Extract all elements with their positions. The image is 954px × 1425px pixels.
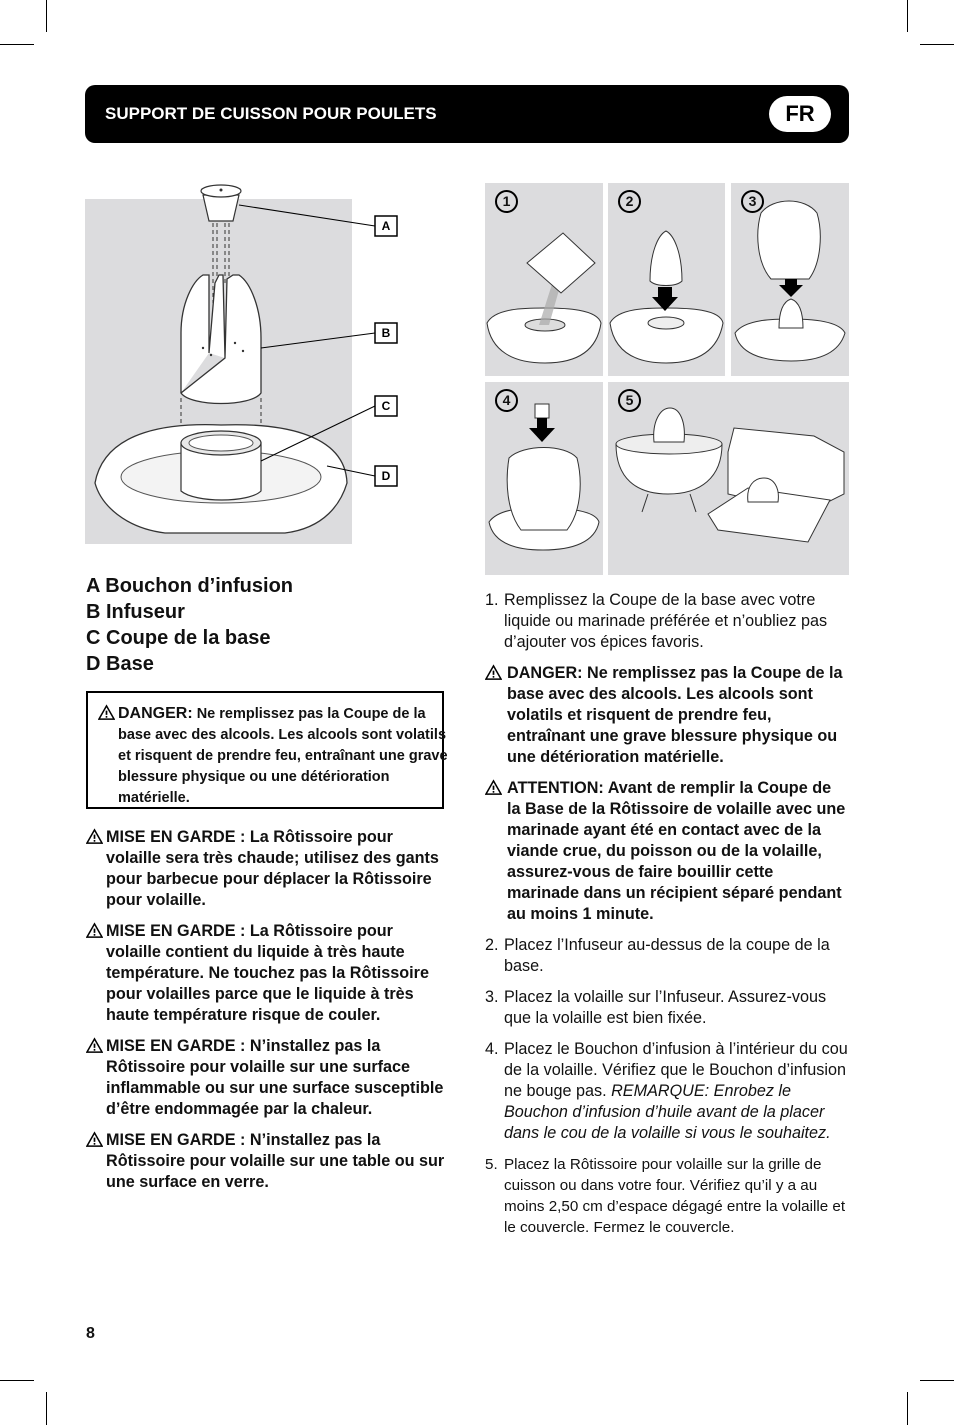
- warning-item: [86, 1130, 446, 1193]
- warning-triangle-icon: [86, 1037, 103, 1054]
- warning-text: ATTENTION: Avant de remplir la Coupe de la Base de la Rôtissoire de volaille avec une marinade ayant été en contact avec de la viande crue, du poisson ou de la volaille, assurez-vous de faire bouillir cette marinade dans un récipient séparé pendant au moins 1 minute.: [507, 779, 846, 923]
- step-text: Placez le Bouchon d’infusion à l’intérieur du cou de la volaille. Vérifiez que le Bouchon d’infusion ne bouge pas.: [504, 1040, 848, 1100]
- warning-triangle-icon: [485, 779, 502, 796]
- warning-text: MISE EN GARDE : La Rôtissoire pour volaille sera très chaude; utilisez des gants pour barbecue pour déplacer la Rôtissoire pour volaille.: [106, 828, 439, 909]
- step-number: 2.: [485, 936, 499, 954]
- warning-triangle-icon: [485, 664, 502, 681]
- step-panel-2: [608, 183, 725, 376]
- instructions-column: [485, 590, 849, 1248]
- step-panel-3: [731, 183, 849, 376]
- callout-d: D: [381, 469, 391, 483]
- instruction-step: [485, 1039, 849, 1144]
- instruction-step: [485, 590, 849, 653]
- page-number: 8: [86, 1325, 95, 1342]
- warning-text: MISE EN GARDE : La Rôtissoire pour volaille contient du liquide à très haute température. Ne touchez pas la Rôtissoire pour volailles parce que le liquide à très haute température risque de couler.: [106, 922, 429, 1024]
- language-badge: FR: [769, 96, 831, 132]
- crop-mark: [907, 0, 908, 32]
- part-item: A Bouchon d’infusion: [86, 575, 294, 597]
- step-number-badge: 5: [618, 389, 641, 412]
- part-item: B Infuseur: [86, 601, 185, 623]
- crop-mark: [46, 0, 47, 32]
- instruction-step: [485, 987, 849, 1029]
- part-item: D Base: [86, 653, 154, 675]
- step-panel-5: [608, 382, 849, 575]
- callout-b: B: [381, 326, 391, 340]
- step-text: Remplissez la Coupe de la base avec votre liquide ou marinade préférée et n’oubliez pas d’ajouter vos épices favoris.: [504, 591, 828, 651]
- danger-warning: [98, 703, 448, 809]
- danger-label: DANGER:: [118, 705, 193, 722]
- step-number: 3.: [485, 988, 499, 1006]
- part-item: C Coupe de la base: [86, 627, 271, 649]
- instruction-step: [485, 935, 849, 977]
- grill-placement-illustration: [608, 382, 849, 575]
- warning-item: [86, 1036, 446, 1120]
- parts-diagram: [85, 183, 410, 563]
- step-text: Placez l’Infuseur au-dessus de la coupe de la base.: [504, 936, 830, 975]
- warning-triangle-icon: [98, 704, 115, 721]
- warning-text: MISE EN GARDE : N’installez pas la Rôtissoire pour volaille sur une surface inflammable ou sur une surface susceptible d’être endommagée par la chaleur.: [106, 1037, 444, 1118]
- section-header: [85, 85, 849, 143]
- warning-item: [485, 778, 849, 925]
- callout-a: A: [381, 219, 391, 233]
- step-number-badge: 2: [618, 190, 641, 213]
- parts-list: [86, 573, 293, 677]
- section-title: SUPPORT DE CUISSON POUR POULETS: [105, 104, 437, 123]
- crop-mark: [0, 44, 34, 45]
- warning-text: DANGER: Ne remplissez pas la Coupe de la base avec des alcools. Les alcools sont volatils et risquent de prendre feu, entraînant une grave blessure physique ou une détérioration matérielle.: [507, 664, 843, 766]
- step-number: 5.: [485, 1156, 498, 1173]
- steps-illustrations: [485, 183, 849, 576]
- left-warnings: [86, 827, 446, 1203]
- instruction-step: [485, 1154, 849, 1238]
- danger-box: [86, 691, 448, 809]
- warning-triangle-icon: [86, 828, 103, 845]
- warning-triangle-icon: [86, 1131, 103, 1148]
- warning-triangle-icon: [86, 922, 103, 939]
- step-number-badge: 1: [495, 190, 518, 213]
- step-note: REMARQUE: Enrobez le Bouchon d’infusion d’huile avant de la placer dans le cou de la volaille si vous le souhaitez.: [504, 1082, 831, 1142]
- step-number: 4.: [485, 1040, 499, 1058]
- crop-mark: [46, 1392, 47, 1425]
- callout-c: C: [381, 399, 391, 413]
- crop-mark: [920, 1380, 954, 1381]
- step-panel-4: [485, 382, 603, 575]
- step-text: Placez la Rôtissoire pour volaille sur la grille de cuisson ou dans votre four. Vérifiez qu’il y a au moins 2,50 cm d’espace dégagé entre la volaille et le couvercle. Fermez le couvercle.: [504, 1156, 846, 1236]
- warning-text: MISE EN GARDE : N’installez pas la Rôtissoire pour volaille sur une table ou sur une surface en verre.: [106, 1131, 445, 1191]
- step-number-badge: 3: [741, 190, 764, 213]
- step-text: Placez la volaille sur l’Infuseur. Assurez-vous que la volaille est bien fixée.: [504, 988, 827, 1027]
- roaster-exploded-illustration: [85, 183, 410, 563]
- warning-item: [485, 663, 849, 768]
- warning-item: [86, 827, 446, 911]
- crop-mark: [0, 1380, 34, 1381]
- crop-mark: [920, 44, 954, 45]
- step-panel-1: [485, 183, 603, 376]
- danger-text: Ne remplissez pas la Coupe de la base avec des alcools. Les alcools sont volatils et risquent de prendre feu, entraînant une grave blessure physique ou une détérioration matérielle.: [118, 706, 448, 806]
- step-number: 1.: [485, 591, 499, 609]
- crop-mark: [907, 1392, 908, 1425]
- warning-item: [86, 921, 446, 1026]
- step-number-badge: 4: [495, 389, 518, 412]
